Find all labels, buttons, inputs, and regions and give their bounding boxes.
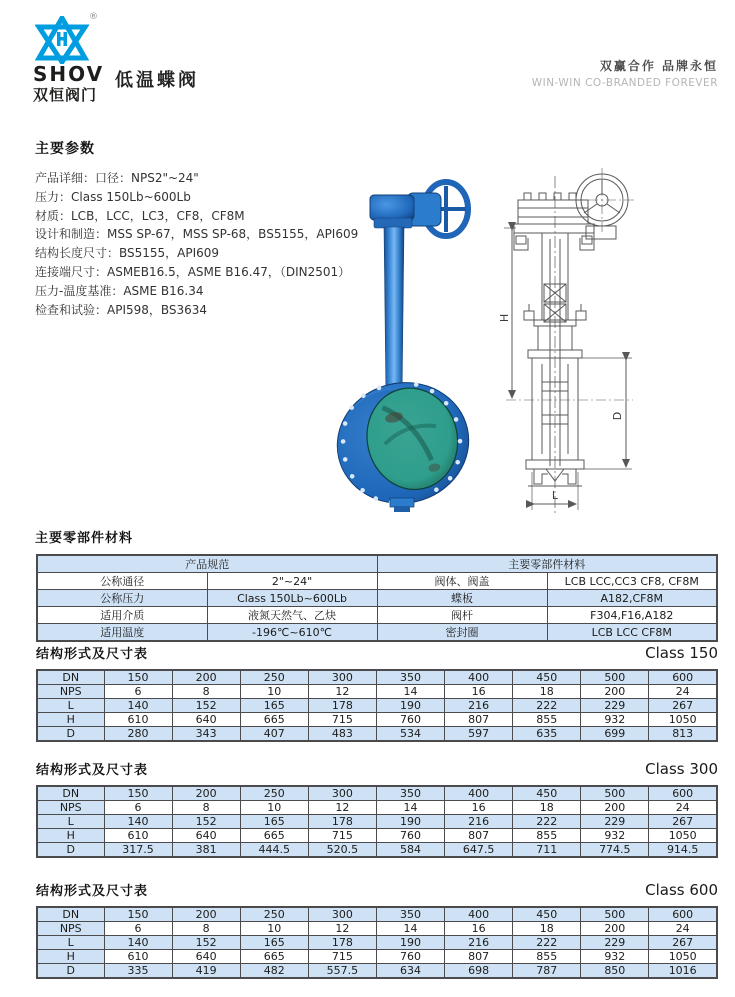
dimension-cell: 760 (376, 829, 444, 843)
dimension-cell: 807 (445, 829, 513, 843)
dimension-cell: 16 (445, 922, 513, 936)
dimension-cell: 715 (308, 829, 376, 843)
dimension-cell: 280 (104, 727, 172, 742)
dimension-row (37, 907, 717, 922)
dimension-cell: 250 (240, 907, 308, 922)
dimension-table-class600 (36, 906, 718, 979)
dimension-cell: 807 (445, 950, 513, 964)
materials-cell: 公称通径 (37, 573, 207, 590)
dimension-cell: 267 (649, 815, 717, 829)
dimension-cell: 640 (172, 950, 240, 964)
dimension-cell: 1016 (649, 964, 717, 979)
dimension-cell: 8 (172, 685, 240, 699)
dimension-cell: 229 (581, 936, 649, 950)
materials-table-body (37, 573, 717, 642)
dimension-cell: 229 (581, 699, 649, 713)
dimension-cell: 450 (513, 670, 581, 685)
dimension-cell: 419 (172, 964, 240, 979)
dimension-cell: 787 (513, 964, 581, 979)
materials-cell: 液氮天然气、乙炔 (207, 607, 377, 624)
dimension-row (37, 843, 717, 858)
dimension-cell: 165 (240, 936, 308, 950)
dimension-cell: 200 (581, 801, 649, 815)
dimension-cell: 229 (581, 815, 649, 829)
dimension-cell: 10 (240, 685, 308, 699)
valve-technical-drawing (498, 168, 735, 523)
dimension-cell: 6 (104, 922, 172, 936)
materials-row (37, 573, 717, 590)
dimension-cell: 400 (445, 786, 513, 801)
dimension-cell: 300 (308, 907, 376, 922)
dimension-cell: 12 (308, 922, 376, 936)
dimension-cell: 150 (104, 907, 172, 922)
dimension-cell: 14 (376, 801, 444, 815)
dimension-cell: 165 (240, 699, 308, 713)
dimension-cell: 635 (513, 727, 581, 742)
dimension-cell: 855 (513, 829, 581, 843)
section-heading: 结构形式及尺寸表 (36, 763, 149, 778)
materials-header-row (37, 555, 717, 573)
dimension-cell: 140 (104, 815, 172, 829)
dimension-row (37, 786, 717, 801)
dimension-cell: 216 (445, 699, 513, 713)
dimension-cell: 6 (104, 801, 172, 815)
company-name: 双恒阀门 (33, 86, 98, 104)
dimension-cell: 610 (104, 713, 172, 727)
dimension-cell: 699 (581, 727, 649, 742)
dimension-cell: 932 (581, 950, 649, 964)
dimension-cell: 200 (172, 786, 240, 801)
dimension-table-class300 (36, 785, 718, 858)
dimension-cell: 807 (445, 713, 513, 727)
row-label: H (37, 713, 104, 727)
row-label: D (37, 727, 104, 742)
dim-label-l: L (551, 489, 559, 502)
row-label: NPS (37, 922, 104, 936)
dimension-row (37, 801, 717, 815)
materials-col-header-parts: 主要零部件材料 (377, 555, 717, 573)
dimension-cell: 190 (376, 699, 444, 713)
dimension-cell: 178 (308, 815, 376, 829)
dim-label-d: D (611, 411, 624, 421)
dimension-cell: 8 (172, 801, 240, 815)
dimension-cell: 640 (172, 829, 240, 843)
logo-star-icon (35, 16, 89, 64)
dimension-cell: 450 (513, 907, 581, 922)
dimension-cell: 350 (376, 786, 444, 801)
parameters-list (35, 169, 359, 319)
dimension-row (37, 670, 717, 685)
dimension-cell: 640 (172, 713, 240, 727)
dimension-cell: 520.5 (308, 843, 376, 858)
dimension-cell: 152 (172, 699, 240, 713)
brand-name: SHOV (33, 62, 105, 86)
dimension-cell: 16 (445, 685, 513, 699)
row-label: DN (37, 907, 104, 922)
row-label: H (37, 829, 104, 843)
section-heading: 结构形式及尺寸表 (36, 884, 149, 899)
materials-cell: 适用介质 (37, 607, 207, 624)
dimension-cell: 300 (308, 786, 376, 801)
materials-cell: F304,F16,A182 (547, 607, 717, 624)
dimension-cell: 855 (513, 713, 581, 727)
dimension-row (37, 685, 717, 699)
materials-cell: LCB LCC CF8M (547, 624, 717, 642)
dimension-cell: 450 (513, 786, 581, 801)
materials-cell: 阀杆 (377, 607, 547, 624)
dimension-cell: 444.5 (240, 843, 308, 858)
dimension-cell: 200 (172, 907, 240, 922)
materials-cell: 阀体、阀盖 (377, 573, 547, 590)
dimension-cell: 774.5 (581, 843, 649, 858)
dimension-table-class150 (36, 669, 718, 742)
dimension-cell: 216 (445, 936, 513, 950)
dimension-cell: 10 (240, 922, 308, 936)
parameter-line: 压力-温度基准：ASME B16.34 (35, 283, 204, 298)
dimension-cell: 760 (376, 950, 444, 964)
dimension-cell: 24 (649, 685, 717, 699)
dimension-cell: 140 (104, 936, 172, 950)
dimension-cell: 24 (649, 801, 717, 815)
dimension-row (37, 936, 717, 950)
materials-cell: 公称压力 (37, 590, 207, 607)
dimension-cell: 10 (240, 801, 308, 815)
materials-col-header-spec: 产品规范 (37, 555, 377, 573)
dimension-cell: 8 (172, 922, 240, 936)
dimension-row (37, 950, 717, 964)
parameter-line: 材质：LCB，LCC，LC3，CF8，CF8M (35, 208, 245, 223)
dimension-cell: 14 (376, 685, 444, 699)
materials-cell: 蝶板 (377, 590, 547, 607)
materials-table (36, 554, 718, 642)
dimension-cell: 267 (649, 936, 717, 950)
dimension-cell: 16 (445, 801, 513, 815)
dimension-section-class600 (36, 881, 718, 979)
materials-cell: Class 150Lb~600Lb (207, 590, 377, 607)
materials-row (37, 624, 717, 642)
dimension-cell: 18 (513, 801, 581, 815)
dimension-cell: 200 (581, 922, 649, 936)
dimension-cell: 381 (172, 843, 240, 858)
page-title: 低温蝶阀 (115, 70, 199, 91)
dimension-cell: 12 (308, 685, 376, 699)
dimension-cell: 400 (445, 670, 513, 685)
registered-mark: ® (89, 12, 98, 22)
dimension-cell: 760 (376, 713, 444, 727)
class-label: Class 300 (645, 760, 718, 778)
materials-heading: 主要零部件材料 (35, 531, 134, 546)
row-label: NPS (37, 685, 104, 699)
dimension-cell: 250 (240, 670, 308, 685)
dimension-cell: 711 (513, 843, 581, 858)
dimension-cell: 597 (445, 727, 513, 742)
dimension-cell: 150 (104, 670, 172, 685)
dimension-cell: 178 (308, 699, 376, 713)
dimension-cell: 914.5 (649, 843, 717, 858)
section-heading: 结构形式及尺寸表 (36, 647, 149, 662)
dimension-cell: 715 (308, 950, 376, 964)
dimension-table-body (37, 670, 717, 741)
dimension-cell: 14 (376, 922, 444, 936)
dimension-cell: 12 (308, 801, 376, 815)
materials-cell: -196℃~610℃ (207, 624, 377, 642)
dimension-cell: 6 (104, 685, 172, 699)
dimension-cell: 932 (581, 713, 649, 727)
dimension-cell: 343 (172, 727, 240, 742)
dimension-cell: 665 (240, 829, 308, 843)
valve-body (333, 368, 481, 513)
materials-row (37, 590, 717, 607)
dimension-cell: 665 (240, 713, 308, 727)
dimension-cell: 190 (376, 815, 444, 829)
header-slogan (532, 57, 718, 89)
dimension-table-body (37, 786, 717, 857)
dimension-cell: 267 (649, 699, 717, 713)
dimension-cell: 18 (513, 922, 581, 936)
dimension-row (37, 829, 717, 843)
dimension-cell: 932 (581, 829, 649, 843)
dimension-row (37, 713, 717, 727)
dimension-cell: 200 (581, 685, 649, 699)
dimension-cell: 600 (649, 786, 717, 801)
dimension-cell: 152 (172, 936, 240, 950)
dimension-cell: 855 (513, 950, 581, 964)
parameter-line: 连接端尺寸：ASMEB16.5，ASME B16.47，（DIN2501） (35, 264, 351, 279)
row-label: L (37, 815, 104, 829)
slogan-english: WIN-WIN CO-BRANDED FOREVER (531, 77, 718, 89)
dimension-cell: 1050 (649, 829, 717, 843)
dimension-cell: 400 (445, 907, 513, 922)
dimension-cell: 610 (104, 950, 172, 964)
dimension-cell: 300 (308, 670, 376, 685)
dimension-cell: 317.5 (104, 843, 172, 858)
row-label: DN (37, 786, 104, 801)
dimension-row (37, 922, 717, 936)
row-label: D (37, 843, 104, 858)
materials-cell: 密封圈 (377, 624, 547, 642)
dimension-cell: 222 (513, 936, 581, 950)
dimension-cell: 584 (376, 843, 444, 858)
materials-cell: A182,CF8M (547, 590, 717, 607)
row-label: H (37, 950, 104, 964)
dimension-cell: 600 (649, 670, 717, 685)
parameter-line: 压力：Class 150Lb~600Lb (35, 189, 191, 204)
dimension-cell: 150 (104, 786, 172, 801)
dimension-cell: 350 (376, 907, 444, 922)
dimension-cell: 250 (240, 786, 308, 801)
dimension-cell: 222 (513, 815, 581, 829)
slogan-chinese: 双赢合作 品牌永恒 (599, 59, 718, 73)
dimension-cell: 178 (308, 936, 376, 950)
class-label: Class 600 (645, 881, 718, 899)
dimension-cell: 350 (376, 670, 444, 685)
dimension-cell: 500 (581, 907, 649, 922)
dimension-cell: 600 (649, 907, 717, 922)
dimension-cell: 140 (104, 699, 172, 713)
parameter-line: 检查和试验：API598，BS3634 (35, 302, 208, 317)
dimension-cell: 1050 (649, 713, 717, 727)
dimension-cell: 698 (445, 964, 513, 979)
row-label: DN (37, 670, 104, 685)
valve-photo (333, 178, 483, 513)
dimension-row (37, 964, 717, 979)
materials-cell: 2"~24" (207, 573, 377, 590)
row-label: NPS (37, 801, 104, 815)
row-label: L (37, 936, 104, 950)
dimension-cell: 634 (376, 964, 444, 979)
dimension-cell: 483 (308, 727, 376, 742)
dimension-table-body (37, 907, 717, 978)
dimension-cell: 216 (445, 815, 513, 829)
parameter-line: 结构长度尺寸：BS5155，API609 (35, 246, 220, 261)
dimension-cell: 813 (649, 727, 717, 742)
dimension-row (37, 699, 717, 713)
dimension-row (37, 727, 717, 742)
dimension-cell: 715 (308, 713, 376, 727)
dimension-cell: 24 (649, 922, 717, 936)
dimension-cell: 610 (104, 829, 172, 843)
dimension-cell: 500 (581, 670, 649, 685)
dimension-cell: 482 (240, 964, 308, 979)
row-label: L (37, 699, 104, 713)
dimension-cell: 557.5 (308, 964, 376, 979)
row-label: D (37, 964, 104, 979)
dimension-cell: 165 (240, 815, 308, 829)
dimension-cell: 665 (240, 950, 308, 964)
parameters-heading: 主要参数 (35, 141, 95, 157)
dimension-cell: 500 (581, 786, 649, 801)
materials-cell: 适用温度 (37, 624, 207, 642)
dimension-cell: 222 (513, 699, 581, 713)
dimension-cell: 335 (104, 964, 172, 979)
dimension-cell: 152 (172, 815, 240, 829)
dimension-cell: 1050 (649, 950, 717, 964)
dimension-section-class300 (36, 760, 718, 858)
dimension-cell: 190 (376, 936, 444, 950)
materials-cell: LCB LCC,CC3 CF8, CF8M (547, 573, 717, 590)
parameter-line: 产品详细：口径：NPS2"~24" (35, 171, 199, 185)
dimension-cell: 647.5 (445, 843, 513, 858)
dimension-cell: 200 (172, 670, 240, 685)
materials-row (37, 607, 717, 624)
dimension-cell: 18 (513, 685, 581, 699)
class-label: Class 150 (645, 644, 718, 662)
parameter-line: 设计和制造：MSS SP-67，MSS SP-68，BS5155，API609 (35, 227, 359, 242)
dimension-cell: 407 (240, 727, 308, 742)
dimension-section-class150 (36, 644, 718, 742)
dim-label-h: H (498, 313, 511, 323)
dimension-cell: 534 (376, 727, 444, 742)
dimension-cell: 850 (581, 964, 649, 979)
dimension-row (37, 815, 717, 829)
